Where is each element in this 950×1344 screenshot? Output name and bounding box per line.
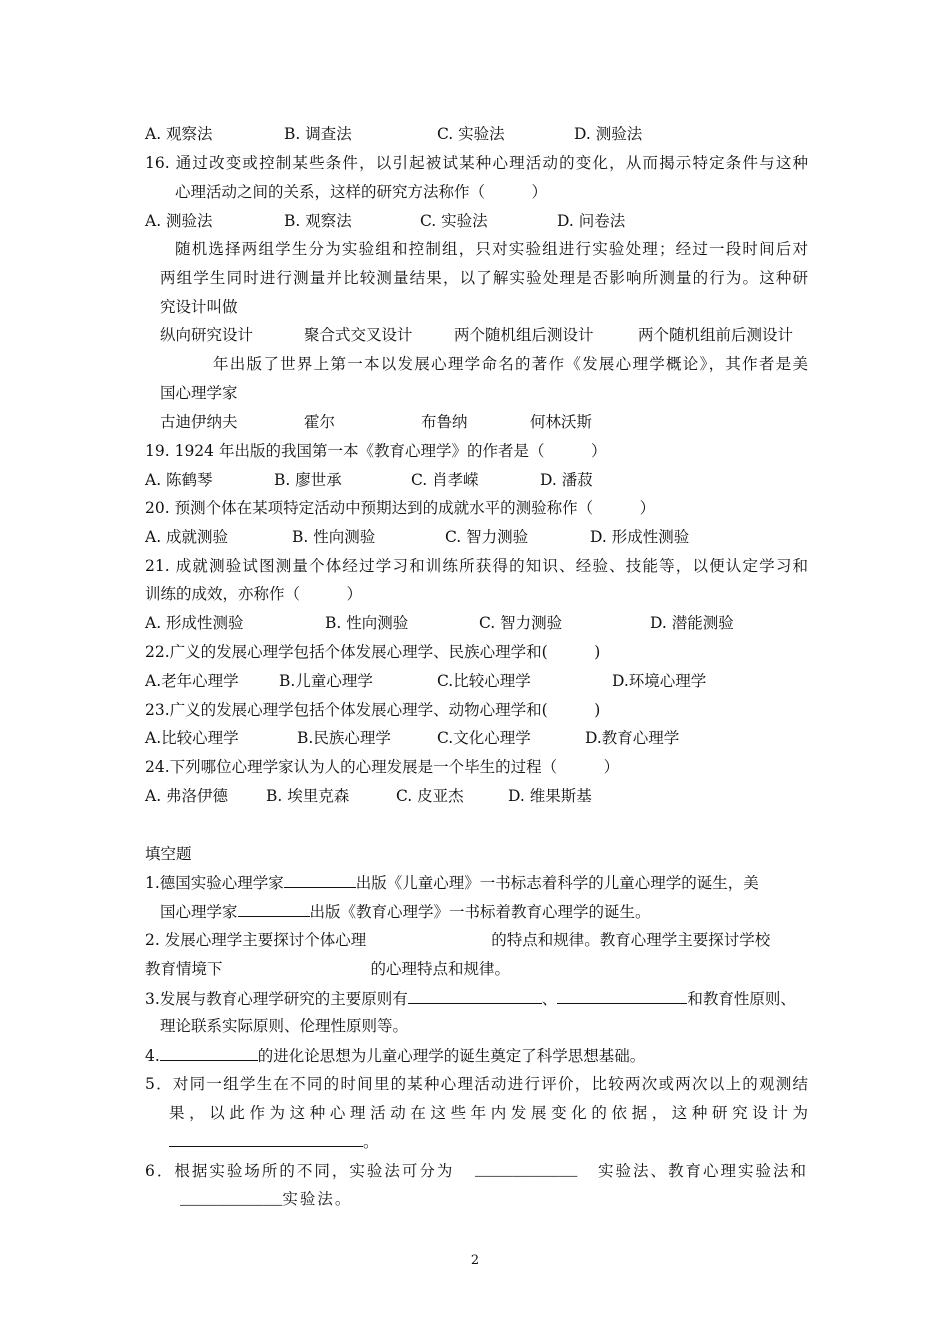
- fill-q5-text-c: 。: [363, 1133, 379, 1151]
- fill-q2-text-d: 的心理特点和规律。: [370, 960, 511, 978]
- fill-q2-text-a: 2. 发展心理学主要探讨个体心理: [145, 931, 367, 949]
- q17-option-1: 纵向研究设计: [160, 326, 254, 344]
- q22-option-b: B.儿童心理学: [279, 672, 373, 690]
- fill-q6-blank-2[interactable]: ___________: [180, 1191, 283, 1209]
- fill-section-heading: 填空题: [145, 845, 192, 863]
- q15-option-c: C. 实验法: [437, 125, 505, 143]
- q17-option-3: 两个随机组后测设计: [454, 326, 594, 344]
- q23-option-a: A.比较心理学: [145, 729, 239, 747]
- fill-q6-blank-1[interactable]: ___________: [475, 1162, 578, 1180]
- q19-stem: 19. 1924 年出版的我国第一本《教育心理学》的作者是（ ）: [145, 442, 607, 460]
- q17-stem-line2: 两组学生同时进行测量并比较测量结果，以了解实验处理是否影响所测量的行为。这种研: [160, 269, 808, 287]
- q22-option-a: A.老年心理学: [145, 672, 239, 690]
- q22-option-d: D.环境心理学: [612, 672, 707, 690]
- q17-option-4: 两个随机组前后测设计: [638, 326, 794, 344]
- q21-option-b: B. 性向测验: [325, 614, 409, 632]
- fill-q3-blank-1[interactable]: [408, 988, 542, 1004]
- q24-option-b: B. 埃里克森: [266, 787, 350, 805]
- q17-stem-line3: 究设计叫做: [160, 298, 238, 316]
- q24-option-a: A. 弗洛伊德: [145, 787, 229, 805]
- q20-option-b: B. 性向测验: [292, 528, 376, 546]
- q21-option-a: A. 形成性测验: [145, 614, 244, 632]
- q20-option-c: C. 智力测验: [445, 528, 529, 546]
- q24-option-c: C. 皮亚杰: [396, 787, 464, 805]
- fill-q3-text-b: 和教育性原则、: [687, 990, 796, 1008]
- q17-option-2: 聚合式交叉设计: [304, 326, 413, 344]
- fill-q3-line1: [145, 988, 796, 1009]
- fill-q4-text-a: 4.: [145, 1047, 160, 1065]
- fill-q1-blank-2[interactable]: [238, 901, 310, 917]
- q23-option-c: C.文化心理学: [437, 729, 531, 747]
- q24-stem: 24.下列哪位心理学家认为人的心理发展是一个毕生的过程（ ）: [145, 758, 620, 776]
- fill-q3-text-a: 3.发展与教育心理学研究的主要原则有: [145, 990, 408, 1008]
- q22-stem: 22.广义的发展心理学包括个体发展心理学、民族心理学和( ): [145, 643, 601, 661]
- q16-option-a: A. 测验法: [145, 212, 213, 230]
- fill-q1-text-d: 出版《教育心理学》一书标着教育心理学的诞生。: [309, 903, 651, 921]
- fill-q1-text-a: 1.德国实验心理学家: [145, 874, 284, 892]
- fill-q2-text-c: 教育情境下: [145, 960, 223, 978]
- q20-option-d: D. 形成性测验: [590, 528, 690, 546]
- q15-option-b: B. 调查法: [284, 125, 352, 143]
- q16-option-b: B. 观察法: [284, 212, 352, 230]
- q18-stem-line1: 年出版了世界上第一本以发展心理学命名的著作《发展心理学概论》，其作者是美: [213, 355, 808, 373]
- q23-stem: 23.广义的发展心理学包括个体发展心理学、动物心理学和( ): [145, 701, 601, 719]
- q18-option-1: 古迪伊纳夫: [160, 413, 238, 431]
- fill-q2-line1: [145, 930, 770, 950]
- fill-q1-line1: [145, 872, 759, 893]
- q23-option-b: B.民族心理学: [297, 729, 391, 747]
- q19-option-c: C. 肖孝嵘: [411, 471, 479, 489]
- page-number: 2: [470, 1253, 480, 1268]
- fill-q6-line1: [145, 1161, 808, 1181]
- fill-q4-line1: [145, 1045, 645, 1066]
- q15-option-d: D. 测验法: [574, 125, 643, 143]
- fill-q5-blank[interactable]: [169, 1131, 363, 1147]
- q16-stem-line1: 16. 通过改变或控制某些条件，以引起被试某种心理活动的变化，从而揭示特定条件与这种: [145, 154, 808, 172]
- q18-option-4: 何林沃斯: [530, 413, 593, 431]
- q18-option-3: 布鲁纳: [421, 413, 468, 431]
- q21-stem-line2: 训练的成效，亦称作（ ）: [145, 585, 363, 603]
- q22-option-c: C.比较心理学: [437, 672, 531, 690]
- q18-option-2: 霍尔: [304, 413, 336, 431]
- q19-option-d: D. 潘菽: [540, 471, 593, 489]
- q24-option-d: D. 维果斯基: [508, 787, 592, 805]
- q21-stem-line1: 21. 成就测验试图测量个体经过学习和训练所获得的知识、经验、技能等，以便认定学习和: [145, 557, 808, 575]
- fill-q3-sep: 、: [541, 990, 558, 1008]
- q18-stem-line2: 国心理学家: [160, 384, 238, 402]
- fill-q1-text-c: 国心理学家: [160, 903, 238, 921]
- q19-option-b: B. 廖世承: [274, 471, 342, 489]
- fill-q4-text-b: 的进化论思想为儿童心理学的诞生奠定了科学思想基础。: [257, 1047, 646, 1065]
- fill-q6-text-c: 实验法。: [282, 1190, 353, 1208]
- fill-q5-line2: 果，以此作为这种心理活动在这些年内发展变化的依据，这种研究设计为: [169, 1104, 808, 1122]
- q15-option-a: A. 观察法: [145, 125, 213, 143]
- fill-q6-text-b: 实验法、教育心理实验法和: [597, 1162, 808, 1180]
- fill-q1-blank-1[interactable]: [284, 872, 356, 888]
- fill-q5-line3: [169, 1131, 379, 1152]
- fill-q2-line2: [145, 959, 510, 979]
- q16-option-d: D. 问卷法: [557, 212, 626, 230]
- q20-option-a: A. 成就测验: [145, 528, 229, 546]
- q17-stem-line1: 随机选择两组学生分为实验组和控制组，只对实验组进行实验处理；经过一段时间后对: [175, 240, 808, 258]
- fill-q3-line2: 理论联系实际原则、伦理性原则等。: [160, 1017, 409, 1035]
- fill-q2-text-b: 的特点和规律。教育心理学主要探讨学校: [491, 931, 771, 949]
- fill-q3-blank-2[interactable]: [557, 988, 687, 1004]
- fill-q1-text-b: 出版《儿童心理》一书标志着科学的儿童心理学的诞生，美: [355, 874, 759, 892]
- fill-q5-line1: 5．对同一组学生在不同的时间里的某种心理活动进行评价，比较两次或两次以上的观测结: [145, 1075, 808, 1093]
- q23-option-d: D.教育心理学: [585, 729, 680, 747]
- q19-option-a: A. 陈鹤琴: [145, 471, 213, 489]
- fill-q1-line2: [160, 901, 651, 922]
- fill-q6-text-a: 6．根据实验场所的不同，实验法可分为: [145, 1162, 455, 1180]
- fill-q4-blank[interactable]: [160, 1045, 258, 1061]
- fill-q6-line2: [180, 1189, 352, 1210]
- q16-option-c: C. 实验法: [420, 212, 488, 230]
- q16-stem-line2: 心理活动之间的关系，这样的研究方法称作（ ）: [175, 183, 548, 201]
- q21-option-d: D. 潜能测验: [650, 614, 734, 632]
- q21-option-c: C. 智力测验: [479, 614, 563, 632]
- q20-stem: 20. 预测个体在某项特定活动中预期达到的成就水平的测验称作（ ）: [145, 499, 656, 517]
